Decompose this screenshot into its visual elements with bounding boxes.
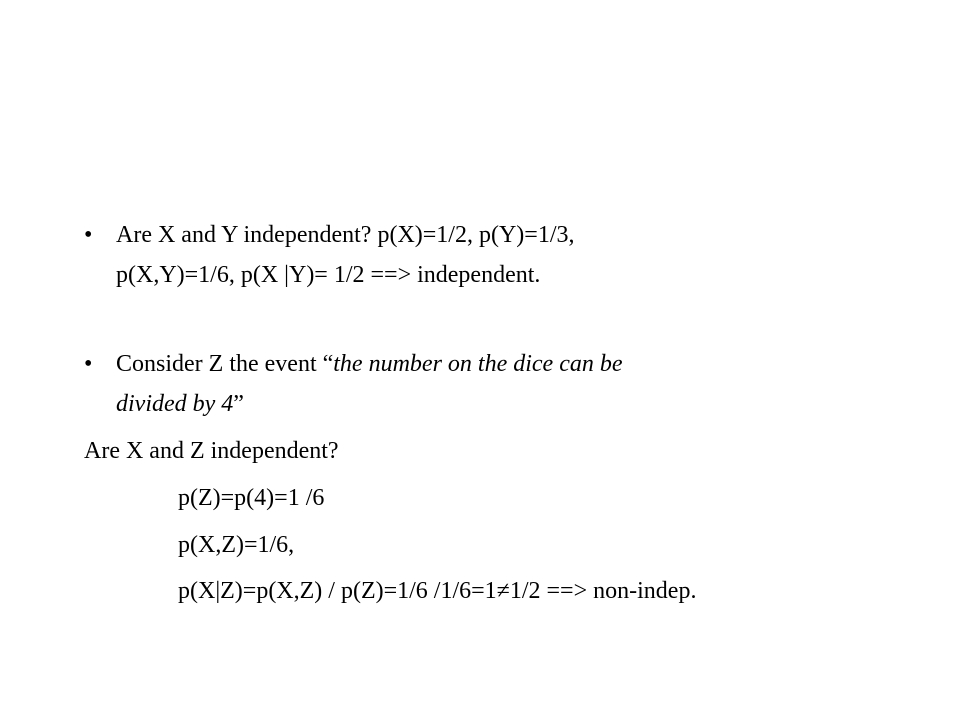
item2-line2-suffix: ” [233,391,244,417]
item1-line2: p(X,Y)=1/6, p(X |Y)= 1/2 ==> independent. [116,262,541,288]
bullet-marker-2: • [84,351,93,377]
item2-line2 [116,389,244,419]
step-2: p(X,Z)=1/6, [178,532,295,558]
step-1: p(Z)=p(4)=1 /6 [178,485,325,511]
item2-line1 [116,349,623,379]
item2-line2-italic: divided by 4 [116,391,234,417]
step-3: p(X|Z)=p(X,Z) / p(Z)=1/6 /1/6=1≠1/2 ==> non-indep. [178,578,697,604]
item1-line1: Are X and Y independent? p(X)=1/2, p(Y)=1/3, [116,222,575,248]
bullet-marker-1: • [84,222,93,248]
item2-line1-prefix: Consider Z the event “ [116,351,334,377]
question-text: Are X and Z independent? [84,438,339,464]
item2-line1-italic: the number on the dice can be [333,351,623,377]
